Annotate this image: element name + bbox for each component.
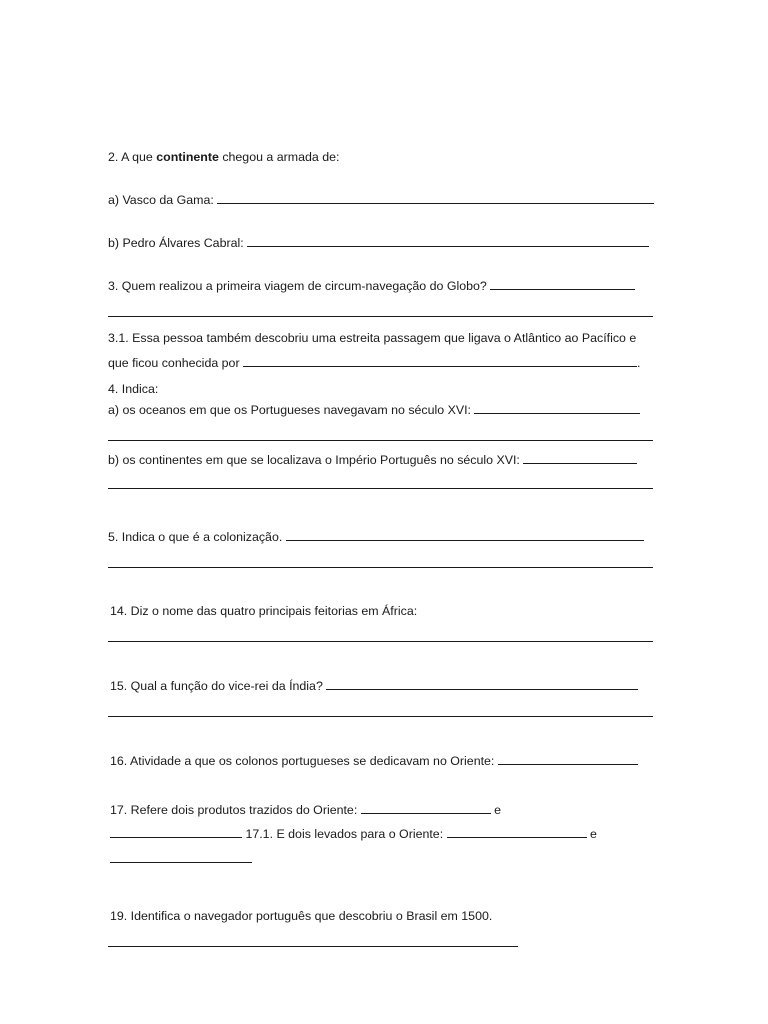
question-4a-text: a) os oceanos em que os Portugueses navegavam no século XVI: bbox=[108, 403, 471, 417]
question-4a bbox=[108, 402, 640, 418]
answer-17-product1-blank[interactable] bbox=[361, 802, 491, 814]
question-2-prefix: 2. A que bbox=[108, 150, 157, 164]
question-17-line3 bbox=[110, 851, 252, 867]
answer-15-blank[interactable] bbox=[326, 678, 638, 690]
question-2a-label: a) Vasco da Gama: bbox=[108, 193, 214, 207]
answer-5-line[interactable] bbox=[108, 567, 653, 568]
question-2 bbox=[108, 149, 339, 165]
answer-3-line[interactable] bbox=[108, 316, 653, 317]
answer-4a-line[interactable] bbox=[108, 440, 653, 441]
question-15 bbox=[110, 678, 638, 694]
answer-2b-blank[interactable] bbox=[247, 235, 649, 247]
question-2b bbox=[108, 235, 649, 251]
question-3-1-prefix: que ficou conhecida por bbox=[108, 356, 240, 370]
question-19: 19. Identifica o navegador português que descobriu o Brasil em 1500. bbox=[110, 909, 493, 923]
question-16-text: 16. Atividade a que os colonos portugueses se dedicavam no Oriente: bbox=[110, 754, 495, 768]
question-17-conjunction: e bbox=[494, 803, 502, 817]
question-4b bbox=[108, 452, 637, 468]
question-3-1-line1: 3.1. Essa pessoa também descobriu uma estreita passagem que ligava o Atlântico ao Pacífico e bbox=[108, 331, 637, 345]
answer-4b-blank[interactable] bbox=[523, 452, 637, 464]
answer-3-blank[interactable] bbox=[490, 278, 635, 290]
question-3-1-line2 bbox=[108, 355, 640, 371]
question-14: 14. Diz o nome das quatro principais feitorias em África: bbox=[110, 604, 418, 618]
question-3-text: 3. Quem realizou a primeira viagem de circum-navegação do Globo? bbox=[108, 279, 487, 293]
question-16 bbox=[110, 753, 638, 769]
answer-4a-blank[interactable] bbox=[474, 402, 640, 414]
question-17-1-text: 17.1. E dois levados para o Oriente: bbox=[245, 827, 444, 841]
question-17 bbox=[110, 802, 501, 818]
answer-19-line[interactable] bbox=[108, 946, 518, 947]
answer-3-1-blank[interactable] bbox=[243, 355, 637, 367]
question-4b-text: b) os continentes em que se localizava o Império Português no século XVI: bbox=[108, 453, 520, 467]
question-5-text: 5. Indica o que é a colonização. bbox=[108, 530, 283, 544]
answer-4b-line[interactable] bbox=[108, 488, 653, 489]
answer-16-blank[interactable] bbox=[498, 753, 638, 765]
answer-14-line[interactable] bbox=[108, 641, 653, 642]
answer-5-blank[interactable] bbox=[286, 529, 644, 541]
question-15-text: 15. Qual a função do vice-rei da Índia? bbox=[110, 679, 323, 693]
question-17-text: 17. Refere dois produtos trazidos do Oriente: bbox=[110, 803, 358, 817]
answer-15-line[interactable] bbox=[108, 716, 653, 717]
answer-2a-blank[interactable] bbox=[217, 192, 654, 204]
question-2a bbox=[108, 192, 654, 208]
question-2b-label: b) Pedro Álvares Cabral: bbox=[108, 236, 244, 250]
answer-17-1-product2-blank[interactable] bbox=[110, 851, 252, 863]
question-5 bbox=[108, 529, 644, 545]
answer-17-1-product1-blank[interactable] bbox=[447, 826, 587, 838]
question-17-1-conjunction: e bbox=[590, 827, 597, 841]
question-4-heading: 4. Indica: bbox=[108, 382, 159, 396]
question-3 bbox=[108, 278, 635, 294]
answer-17-product2-blank[interactable] bbox=[110, 826, 242, 838]
question-17-line2 bbox=[110, 826, 597, 842]
question-2-suffix: chegou a armada de: bbox=[218, 150, 340, 164]
question-3-1-period: . bbox=[637, 356, 641, 370]
question-2-keyword: continente bbox=[156, 150, 219, 164]
